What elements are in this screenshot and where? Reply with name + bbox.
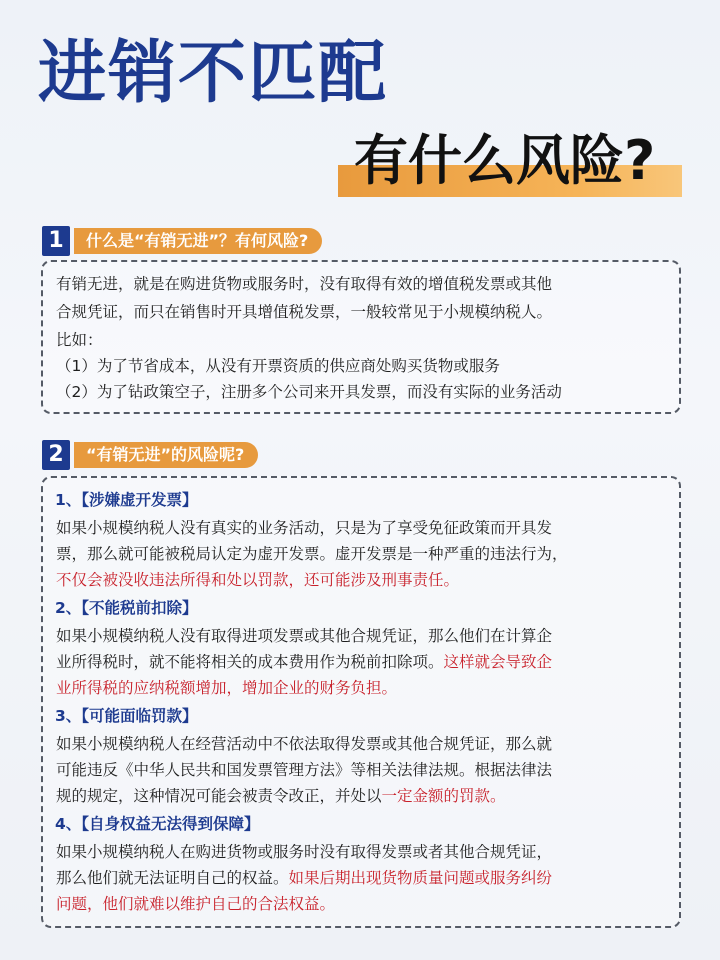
section-1-box <box>41 260 681 414</box>
subtitle: 有什么风险? <box>354 129 656 192</box>
risk-3-title: 3、【可能面临罚款】 <box>55 707 198 725</box>
section-1-line-5: （2）为了钻政策空子，注册多个公司来开具发票，而没有实际的业务活动 <box>56 383 562 401</box>
risk-2-line-2-warning: 这样就会导致企 <box>443 653 553 671</box>
risk-4-line-2-text: 那么他们就无法证明自己的权益。 <box>56 869 289 887</box>
risk-3-line-3-warning: 一定金额的罚款。 <box>381 787 506 805</box>
risk-3-line-2: 可能违反《中华人民共和国发票管理方法》等相关法律法规。根据法律法 <box>56 761 553 779</box>
risk-3-line-3-text: 规的规定，这种情况可能会被责令改正，并处以 <box>56 787 382 805</box>
section-1-line-1: 有销无进，就是在购进货物或服务时，没有取得有效的增值税发票或其他 <box>56 275 553 293</box>
risk-2-line-1: 如果小规模纳税人没有取得进项发票或其他合规凭证，那么他们在计算企 <box>56 627 553 645</box>
risk-1-line-1: 如果小规模纳税人没有真实的业务活动，只是为了享受免征政策而开具发 <box>56 519 553 537</box>
section-1-line-4: （1）为了节省成本，从没有开票资质的供应商处购买货物或服务 <box>56 357 500 375</box>
risk-4-title: 4、【自身权益无法得到保障】 <box>55 815 260 833</box>
section-2-label: “有销无进”的风险呢? <box>74 442 258 468</box>
section-1-line-3: 比如： <box>56 331 103 349</box>
risk-2-line-3: 业所得税的应纳税额增加，增加企业的财务负担。 <box>56 679 398 697</box>
risk-2-line-2 <box>56 650 673 674</box>
risk-4-line-2 <box>56 866 673 890</box>
risk-1-line-3: 不仅会被没收违法所得和处以罚款，还可能涉及刑事责任。 <box>56 571 460 589</box>
risk-1-title: 1、【涉嫌虚开发票】 <box>55 491 198 509</box>
risk-3-line-1: 如果小规模纳税人在经营活动中不依法取得发票或其他合规凭证，那么就 <box>56 735 553 753</box>
risk-1-line-2: 票，那么就可能被税局认定为虚开发票。虚开发票是一种严重的违法行为， <box>56 545 568 563</box>
risk-2-title: 2、【不能税前扣除】 <box>55 599 198 617</box>
section-2-box <box>41 476 681 928</box>
section-1-label: 什么是“有销无进”？有何风险? <box>74 228 322 254</box>
subtitle-banner <box>338 125 682 201</box>
risk-4-line-3: 问题，他们就难以维护自己的合法权益。 <box>56 895 336 913</box>
risk-4-line-2-warning: 如果后期出现货物质量问题或服务纠纷 <box>288 869 553 887</box>
main-title: 进销不匹配 <box>38 34 389 113</box>
section-1-line-2: 合规凭证，而只在销售时开具增值税发票，一般较常见于小规模纳税人。 <box>56 303 553 321</box>
risk-4-line-1: 如果小规模纳税人在购进货物或服务时没有取得发票或者其他合规凭证， <box>56 843 553 861</box>
section-2-number: 2 <box>42 440 70 470</box>
section-1-number: 1 <box>42 226 70 256</box>
risk-3-line-3 <box>56 784 673 808</box>
risk-2-line-2-text: 业所得税时，就不能将相关的成本费用作为税前扣除项。 <box>56 653 444 671</box>
